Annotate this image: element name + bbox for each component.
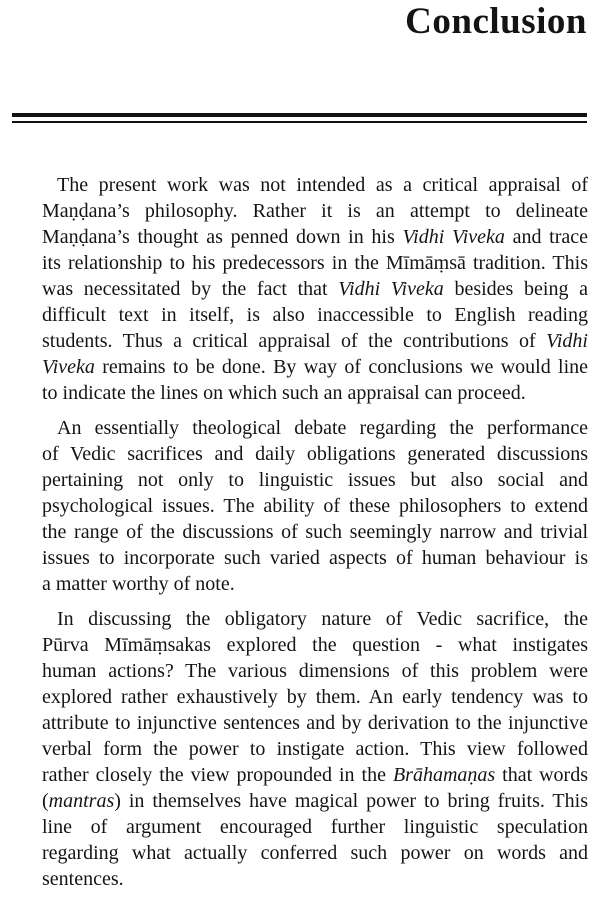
paragraph bbox=[42, 606, 588, 892]
text-segment: attribute to injunctive sentences and by derivation to the injunctive bbox=[42, 712, 588, 734]
text-segment: explored rather exhaustively by them. An early tendency was to bbox=[42, 686, 588, 708]
text-segment: Maṇḍana’s thought as penned down in his bbox=[42, 226, 403, 248]
text-line bbox=[42, 736, 588, 762]
text-line bbox=[42, 467, 588, 493]
italic-text: Vidhi Viveka bbox=[402, 226, 505, 248]
text-line bbox=[42, 328, 588, 354]
title-rule-thick bbox=[12, 113, 587, 117]
text-segment: rather closely the view propounded in the bbox=[42, 764, 393, 786]
text-segment: a matter worthy of note. bbox=[42, 573, 235, 595]
text-segment: difficult text in itself, is also inaccessible to English reading bbox=[42, 304, 588, 326]
text-line bbox=[42, 441, 588, 467]
text-line bbox=[42, 302, 588, 328]
text-segment: In discussing the obligatory nature of Vedic sacrifice, the bbox=[57, 608, 588, 630]
text-segment: remains to be done. By way of conclusions we would line bbox=[94, 356, 588, 378]
text-segment: The present work was not intended as a critical appraisal of bbox=[57, 174, 588, 196]
text-segment: psychological issues. The ability of these philosophers to extend bbox=[42, 495, 588, 517]
chapter-title: Conclusion bbox=[405, 1, 587, 42]
text-segment: line of argument encouraged further linguistic speculation bbox=[42, 816, 588, 838]
text-segment: besides being a bbox=[443, 278, 589, 300]
text-segment: pertaining not only to linguistic issues but also social and bbox=[42, 469, 588, 491]
text-segment: and trace bbox=[504, 226, 588, 248]
text-segment: Pūrva Mīmāṃsakas explored the question - what instigates bbox=[42, 634, 588, 656]
text-segment: human actions? The various dimensions of this problem were bbox=[42, 660, 588, 682]
text-line bbox=[42, 519, 588, 545]
text-segment: the range of the discussions of such seemingly narrow and trivial bbox=[42, 521, 588, 543]
text-segment: Maṇḍana’s philosophy. Rather it is an attempt to delineate bbox=[42, 200, 588, 222]
text-segment: to indicate the lines on which such an appraisal can proceed. bbox=[42, 382, 526, 404]
paragraph bbox=[42, 172, 588, 406]
text-segment: was necessitated by the fact that bbox=[42, 278, 339, 300]
text-segment: An essentially theological debate regarding the performance bbox=[57, 417, 588, 439]
text-segment: students. Thus a critical appraisal of the contributions of bbox=[42, 330, 547, 352]
italic-text: Vidhi Viveka bbox=[338, 278, 444, 300]
text-line bbox=[42, 658, 588, 684]
text-segment: ) in themselves have magical power to bring fruits. This bbox=[114, 790, 588, 812]
text-line bbox=[42, 493, 588, 519]
text-segment: verbal form the power to instigate action. This view followed bbox=[42, 738, 588, 760]
text-line bbox=[42, 198, 588, 224]
text-line bbox=[42, 571, 588, 597]
text-line bbox=[42, 224, 588, 250]
italic-text: Viveka bbox=[42, 356, 95, 378]
text-line bbox=[42, 814, 588, 840]
text-segment: ( bbox=[42, 790, 49, 812]
italic-text: mantras bbox=[48, 790, 115, 812]
text-line bbox=[42, 632, 588, 658]
text-segment: of Vedic sacrifices and daily obligations generated discussions bbox=[42, 443, 588, 465]
chapter-body bbox=[42, 172, 588, 901]
text-line bbox=[42, 606, 588, 632]
text-line bbox=[42, 762, 588, 788]
text-line bbox=[42, 380, 588, 406]
text-line bbox=[42, 545, 588, 571]
paragraph bbox=[42, 415, 588, 597]
text-segment: regarding what actually conferred such power on words and bbox=[42, 842, 588, 864]
text-segment: that words bbox=[495, 764, 588, 786]
text-line bbox=[42, 684, 588, 710]
title-rule-thin bbox=[12, 121, 587, 123]
text-line bbox=[42, 788, 588, 814]
text-line bbox=[42, 415, 588, 441]
text-segment: its relationship to his predecessors in the Mīmāṃsā tradition. This bbox=[42, 252, 588, 274]
text-line bbox=[42, 354, 588, 380]
text-line bbox=[42, 866, 588, 892]
text-segment: issues to incorporate such varied aspects of human behaviour is bbox=[42, 547, 588, 569]
italic-text: Vidhi bbox=[546, 330, 588, 352]
text-line bbox=[42, 276, 588, 302]
text-segment: sentences. bbox=[42, 868, 124, 890]
text-line bbox=[42, 172, 588, 198]
italic-text: Brāhamaṇas bbox=[392, 764, 496, 786]
text-line bbox=[42, 840, 588, 866]
text-line bbox=[42, 710, 588, 736]
text-line bbox=[42, 250, 588, 276]
